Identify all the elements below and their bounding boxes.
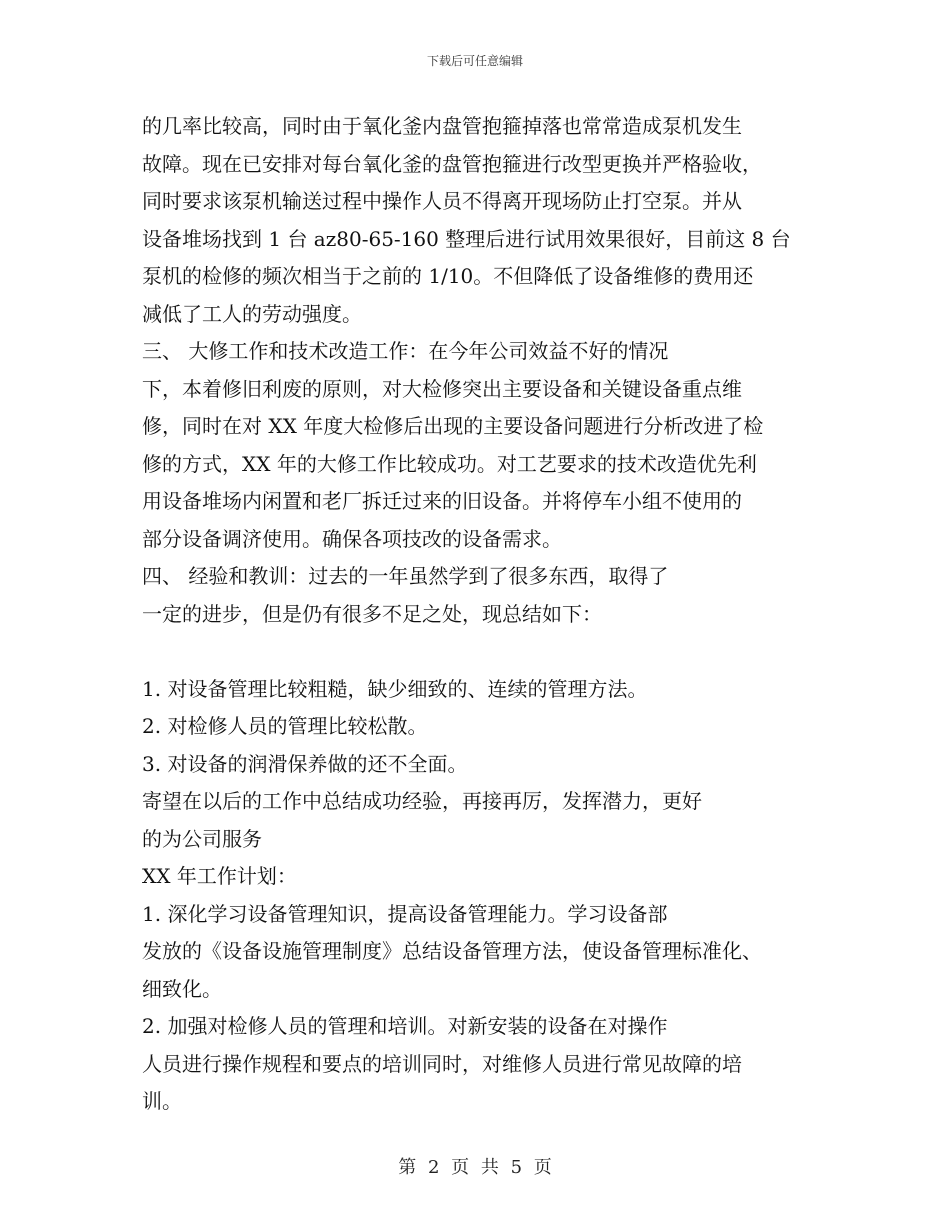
list-item: 2. 加强对检修人员的管理和培训。对新安装的设备在对操作 [142, 1014, 668, 1038]
body-line: 的为公司服务 [142, 826, 262, 851]
body-line: 人员进行操作规程和要点的培训同时，对维修人员进行常见故障的培 [142, 1051, 742, 1076]
body-line: 泵机的检修的频次相当于之前的 1/10。不但降低了设备维修的费用还 [142, 264, 754, 288]
section-heading-line: 三、 大修工作和技术改造工作：在今年公司效益不好的情况 [142, 339, 669, 363]
list-item: 1. 深化学习设备管理知识，提高设备管理能力。学习设备部 [142, 901, 668, 926]
section-heading-line: 四、 经验和教训：过去的一年虽然学到了很多东西，取得了 [142, 564, 669, 588]
body-line: 细致化。 [142, 976, 222, 1001]
list-item: 1. 对设备管理比较粗糙，缺少细致的、连续的管理方法。 [142, 676, 648, 701]
body-line: 下，本着修旧利废的原则，对大检修突出主要设备和关键设备重点维 [142, 376, 742, 401]
body-line: 同时要求该泵机输送过程中操作人员不得离开现场防止打空泵。并从 [142, 189, 742, 213]
document-body [142, 108, 810, 1121]
body-line: 减低了工人的劳动强度。 [142, 301, 362, 326]
body-line: 训。 [142, 1089, 182, 1113]
body-line: 用设备堆场内闲置和老厂拆迁过来的旧设备。并将停车小组不使用的 [142, 489, 742, 513]
body-line: 设备堆场找到 1 台 az80-65-160 整理后进行试用效果很好，目前这 8 台 [142, 226, 791, 251]
blank-line [142, 633, 810, 671]
page-number-footer: 第 2 页 共 5 页 [398, 1157, 552, 1178]
page-header: 下载后可任意编辑 [426, 54, 523, 68]
body-line: 一定的进步，但是仍有很多不足之处，现总结如下： [142, 601, 602, 626]
list-item: 3. 对设备的润滑保养做的还不全面。 [142, 751, 468, 776]
body-line: 部分设备调济使用。确保各项技改的设备需求。 [142, 526, 562, 551]
body-line: 的几率比较高，同时由于氧化釜内盘管抱箍掉落也常常造成泵机发生 [142, 114, 742, 138]
body-line: 寄望在以后的工作中总结成功经验，再接再厉，发挥潜力，更好 [142, 789, 702, 813]
body-line: 修，同时在对 XX 年度大检修后出现的主要设备问题进行分析改进了检 [142, 414, 764, 438]
plan-heading: XX 年工作计划： [142, 864, 297, 888]
list-item: 2. 对检修人员的管理比较松散。 [142, 714, 428, 738]
body-line: 修的方式，XX 年的大修工作比较成功。对工艺要求的技术改造优先利 [142, 451, 757, 476]
body-line: 故障。现在已安排对每台氧化釜的盘管抱箍进行改型更换并严格验收， [142, 151, 762, 176]
body-line: 发放的《设备设施管理制度》总结设备管理方法，使设备管理标准化、 [142, 939, 762, 963]
